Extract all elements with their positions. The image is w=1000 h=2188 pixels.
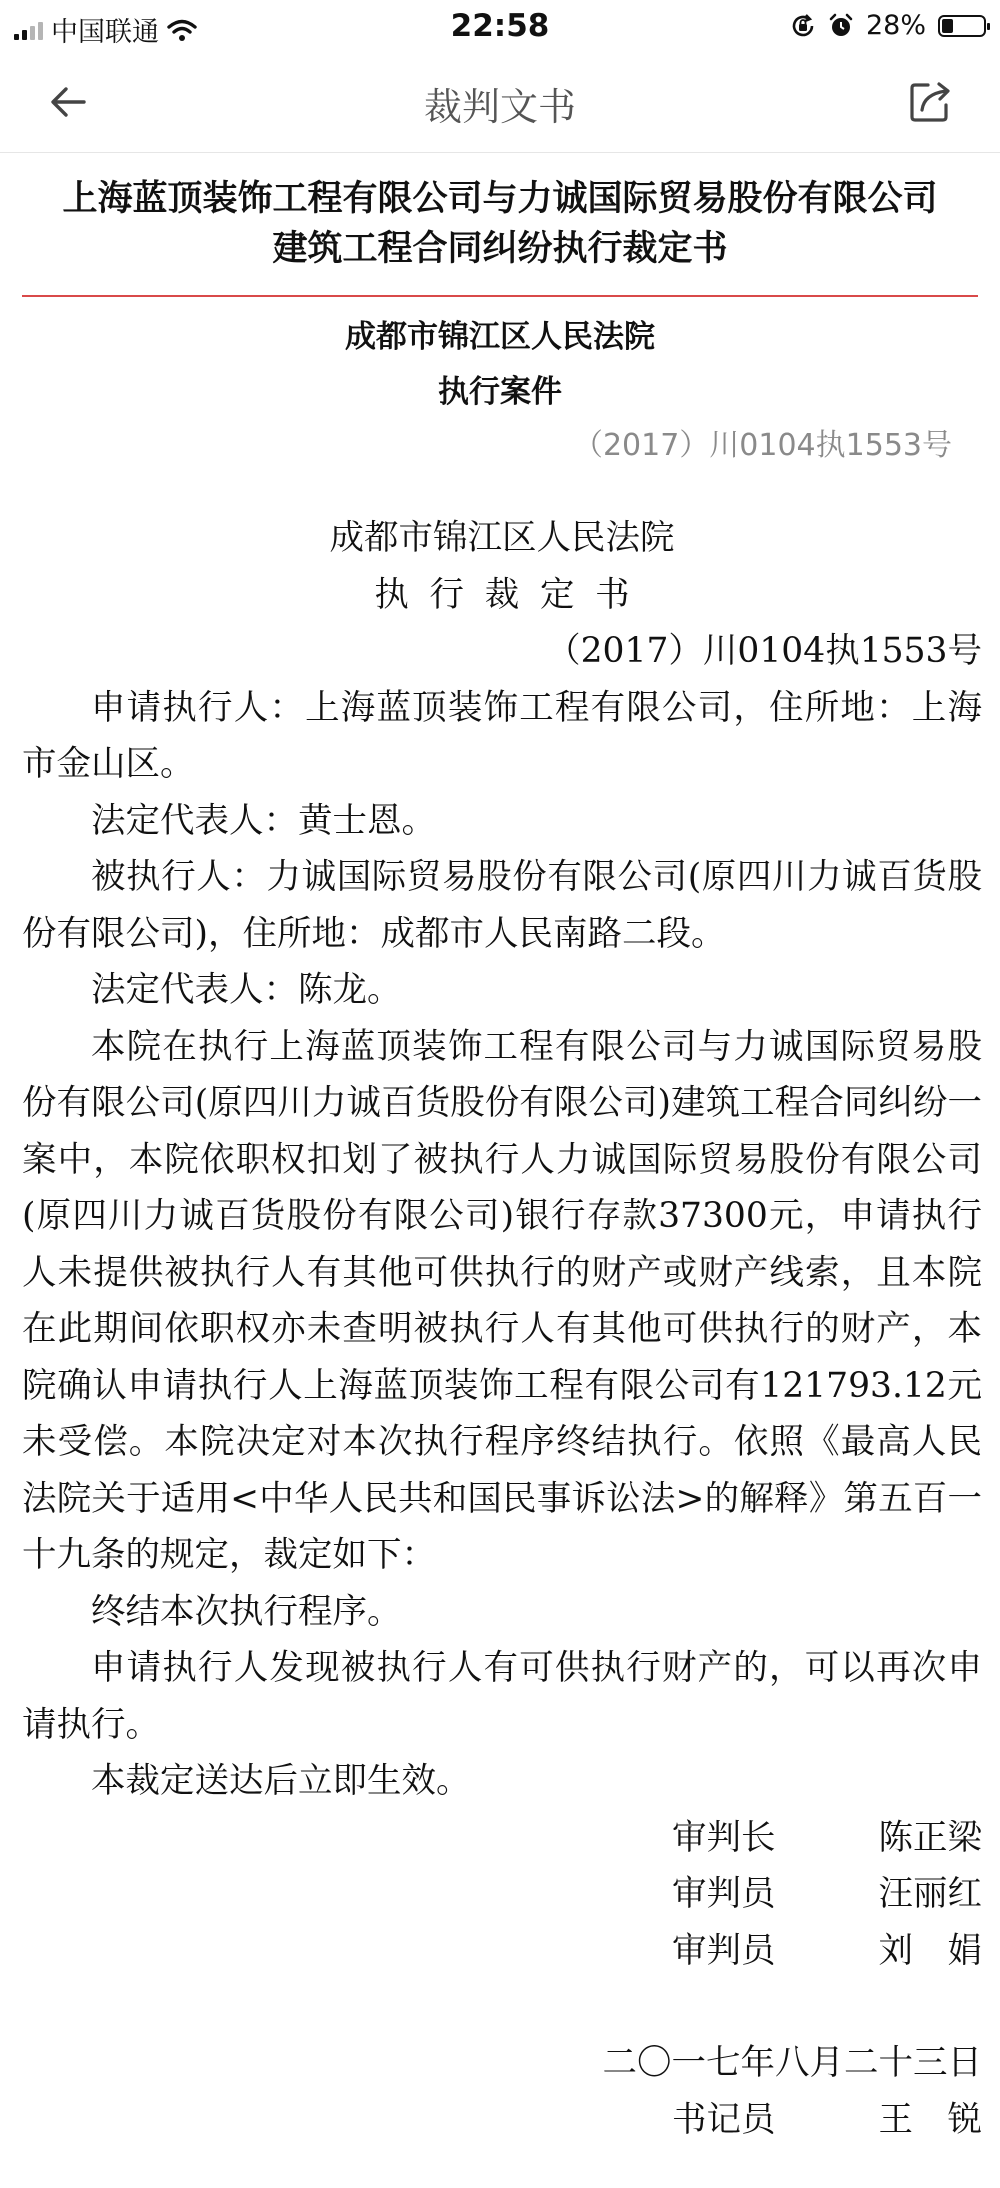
- ruling-paragraph: 本裁定送达后立即生效。: [91, 1761, 471, 1801]
- court-name: 成都市锦江区人民法院: [345, 319, 655, 355]
- ruling-paragraph: 本院在执行上海蓝顶装饰工程有限公司与力诚国际贸易股份有限公司(原四川力诚百货股份有限公司)建筑工程合同纠纷一案中，本院依职权扣划了被执行人力诚国际贸易股份有限公司(原四川力诚百货股份有限公司)银行存款37300元，申请执行人未提供被执行人有其他可供执行的财产或财产线索，且本院在此期间依职权亦未查明被执行人有其他可供执行的财产，本院确认申请执行人上海蓝顶装饰工程有限公司有121793.12元未受偿。本院决定对本次执行程序终结执行。依照《最高人民法院关于适用<中华人民共和国民事诉讼法>的解释》第五百一十九条的规定，裁定如下：: [22, 1026, 982, 1575]
- nav-bar: [0, 52, 1000, 153]
- signature-name: 刘 娟: [878, 1930, 982, 1971]
- status-bar: [0, 0, 1000, 52]
- ruling-paragraph: 终结本次执行程序。: [91, 1591, 402, 1632]
- carrier-label: 中国联通: [51, 17, 159, 48]
- case-type: 执行案件: [438, 374, 562, 410]
- ruling-paragraph: 法定代表人：黄士恩。: [91, 800, 436, 841]
- ruling-paragraph: 申请执行人：上海蓝顶装饰工程有限公司，住所地：上海市金山区。: [22, 687, 982, 784]
- ruling-date: 二〇一七年八月二十三日: [602, 2043, 982, 2083]
- ruling-body: [22, 510, 982, 2148]
- signature-role: 审判员: [672, 1874, 776, 1914]
- battery-percent: 28%: [865, 10, 926, 41]
- ruling-paragraph: 申请执行人发现被执行人有可供执行财产的，可以再次申请执行。: [22, 1648, 982, 1745]
- rotation-lock-icon: [790, 13, 816, 39]
- document-title-line-2: 建筑工程合同纠纷执行裁定书: [272, 229, 728, 269]
- status-time: 22:58: [450, 8, 550, 44]
- status-right: [790, 10, 986, 41]
- signature-block: [672, 1810, 982, 1980]
- ruling-paragraph: 被执行人：力诚国际贸易股份有限公司(原四川力诚百货股份有限公司)，住所地：成都市人民南路二段。: [22, 857, 982, 954]
- ruling-case-number: （2017）川0104执1553号: [546, 631, 982, 671]
- clerk-role: 书记员: [672, 2099, 776, 2140]
- signature-row: [672, 1810, 982, 1867]
- title-divider: [22, 295, 978, 297]
- clerk-block: [672, 2092, 982, 2149]
- document-title: [20, 174, 980, 274]
- signature-role: 审判长: [672, 1817, 776, 1858]
- signature-name: 汪丽红: [878, 1874, 982, 1914]
- document-title-line-1: 上海蓝顶装饰工程有限公司与力诚国际贸易股份有限公司: [62, 179, 938, 219]
- signature-row: [672, 1923, 982, 1980]
- case-number: （2017）川0104执1553号: [572, 428, 952, 463]
- share-icon[interactable]: [906, 76, 956, 126]
- ruling-heading: 执行裁定书: [374, 574, 651, 615]
- alarm-icon: [828, 13, 854, 39]
- ruling-paragraph: 法定代表人：陈龙。: [91, 970, 402, 1010]
- signature-row: [672, 2092, 982, 2149]
- nav-title: 裁判文书: [423, 85, 576, 129]
- signature-name: 陈正梁: [878, 1817, 982, 1858]
- battery-icon: [938, 15, 986, 37]
- ruling-court: 成都市锦江区人民法院: [329, 518, 675, 558]
- signature-role: 审判员: [672, 1930, 776, 1971]
- signature-row: [672, 1866, 982, 1923]
- clerk-name: 王 锐: [878, 2099, 982, 2140]
